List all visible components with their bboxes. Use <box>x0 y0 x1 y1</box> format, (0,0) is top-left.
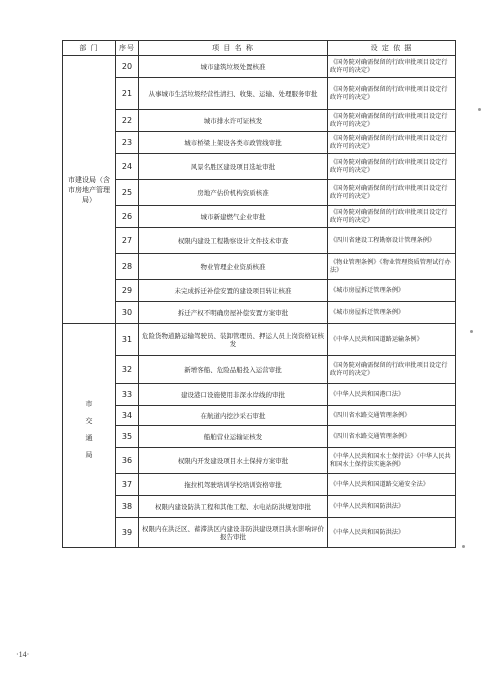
legal-basis: 《四川省水路交通管理条例》 <box>328 426 456 448</box>
table-row <box>63 474 456 496</box>
row-number: 20 <box>116 56 139 78</box>
legal-basis: 《四川省建设工程勘察设计管理条例》 <box>328 228 456 254</box>
table-row <box>63 384 456 406</box>
item-name: 权限内建设防洪工程和其他工程、水电站防洪规划审批 <box>139 496 328 518</box>
item-name: 船舶营业运输证核发 <box>139 426 328 448</box>
legal-basis: 《国务院对确需保留的行政审批项目设定行政许可的决定》 <box>328 110 456 132</box>
legal-basis: 《物业管理条例》《物业管理资质管理试行办法》 <box>328 254 456 280</box>
legal-basis: 《国务院对确需保留的行政审批项目设定行政许可的决定》 <box>328 356 456 384</box>
table-row <box>63 206 456 228</box>
row-number: 38 <box>116 496 139 518</box>
row-number: 32 <box>116 356 139 384</box>
item-name: 拖拉机驾驶培训学校培训资格审批 <box>139 474 328 496</box>
dept-cell <box>63 56 116 324</box>
page-number: ·14· <box>16 650 30 659</box>
table-row <box>63 324 456 356</box>
row-number: 23 <box>116 132 139 154</box>
row-number: 28 <box>116 254 139 280</box>
table-row <box>63 180 456 206</box>
row-number: 26 <box>116 206 139 228</box>
item-name: 物业管理企业资质核准 <box>139 254 328 280</box>
row-number: 37 <box>116 474 139 496</box>
item-name: 城市排水许可证核发 <box>139 110 328 132</box>
item-name: 权限内在洪泛区、蓄滞洪区内建设非防洪建设项目洪水影响评价报告审批 <box>139 518 328 548</box>
legal-basis: 《城市房屋拆迁管理条例》 <box>328 280 456 302</box>
item-name: 城市建筑垃圾处置核准 <box>139 56 328 78</box>
legal-basis: 《中华人民共和国道路运输条例》 <box>328 324 456 356</box>
table-row <box>63 426 456 448</box>
item-name: 权限内建设工程勘察设计文件技术审查 <box>139 228 328 254</box>
item-name: 风景名胜区建设项目选址审批 <box>139 154 328 180</box>
legal-basis: 《城市房屋拆迁管理条例》 <box>328 302 456 324</box>
item-name: 从事城市生活垃圾经营性清扫、收集、运输、处理服务审批 <box>139 78 328 110</box>
table-row <box>63 496 456 518</box>
header-name: 项 目 名 称 <box>139 41 328 56</box>
table-row <box>63 406 456 426</box>
item-name: 房地产估价机构资质核准 <box>139 180 328 206</box>
table-row <box>63 448 456 474</box>
header-dept: 部 门 <box>63 41 116 56</box>
legal-basis: 《四川省水路交通管理条例》 <box>328 406 456 426</box>
table-row <box>63 228 456 254</box>
item-name: 城市新建燃气企业审批 <box>139 206 328 228</box>
legal-basis: 《国务院对确需保留的行政审批项目设定行政许可的决定》 <box>328 154 456 180</box>
row-number: 25 <box>116 180 139 206</box>
legal-basis: 《国务院对确需保留的行政审批项目设定行政许可的决定》 <box>328 132 456 154</box>
item-name: 危险货物道路运输驾驶员、装卸管理员、押运人员上岗资格证核发 <box>139 324 328 356</box>
legal-basis: 《国务院对确需保留的行政审批项目设定行政许可的决定》 <box>328 78 456 110</box>
item-name: 拆迁产权不明确房屋补偿安置方案审批 <box>139 302 328 324</box>
row-number: 31 <box>116 324 139 356</box>
item-name: 城市桥梁上架设各类市政管线审批 <box>139 132 328 154</box>
table-row <box>63 110 456 132</box>
item-name: 权限内开发建设项目水土保持方案审批 <box>139 448 328 474</box>
table-row <box>63 356 456 384</box>
legal-basis: 《中华人民共和国防洪法》 <box>328 518 456 548</box>
legal-basis: 《国务院对确需保留的行政审批项目设定行政许可的决定》 <box>328 206 456 228</box>
legal-basis: 《中华人民共和国港口法》 <box>328 384 456 406</box>
row-number: 39 <box>116 518 139 548</box>
table-row <box>63 518 456 548</box>
header-basis: 设 定 依 据 <box>328 41 456 56</box>
table-row <box>63 56 456 78</box>
legal-basis: 《中华人民共和国防洪法》 <box>328 496 456 518</box>
item-name: 未完成拆迁补偿安置的建设项目转让核准 <box>139 280 328 302</box>
table-row <box>63 132 456 154</box>
approval-items-sheet <box>62 40 455 548</box>
item-name: 在航道内挖沙采石审批 <box>139 406 328 426</box>
dept-label: 市建设局（含市房地产管理局） <box>68 175 110 204</box>
header-seq: 序号 <box>116 41 139 56</box>
table-header-row <box>63 41 456 56</box>
legal-basis: 《中华人民共和国水土保持法》《中华人民共和国水土保持法实施条例》 <box>328 448 456 474</box>
row-number: 21 <box>116 78 139 110</box>
item-name: 新增客船、危险品船投入运营审批 <box>139 356 328 384</box>
row-number: 36 <box>116 448 139 474</box>
row-number: 35 <box>116 426 139 448</box>
row-number: 29 <box>116 280 139 302</box>
scan-speck <box>478 108 481 111</box>
item-name: 建设港口设施使用非深水岸线的审批 <box>139 384 328 406</box>
legal-basis: 《中华人民共和国道路交通安全法》 <box>328 474 456 496</box>
table-row <box>63 254 456 280</box>
row-number: 30 <box>116 302 139 324</box>
table-row <box>63 302 456 324</box>
dept-cell <box>63 324 116 548</box>
row-number: 22 <box>116 110 139 132</box>
row-number: 34 <box>116 406 139 426</box>
scan-speck <box>462 545 465 548</box>
legal-basis: 《国务院对确需保留的行政审批项目设定行政许可的决定》 <box>328 56 456 78</box>
approval-items-table <box>62 40 456 548</box>
legal-basis: 《国务院对确需保留的行政审批项目设定行政许可的决定》 <box>328 180 456 206</box>
row-number: 33 <box>116 384 139 406</box>
table-row <box>63 78 456 110</box>
table-row <box>63 280 456 302</box>
scan-speck <box>470 330 473 333</box>
row-number: 24 <box>116 154 139 180</box>
row-number: 27 <box>116 228 139 254</box>
table-row <box>63 154 456 180</box>
dept-label: 市交通局 <box>85 400 93 468</box>
